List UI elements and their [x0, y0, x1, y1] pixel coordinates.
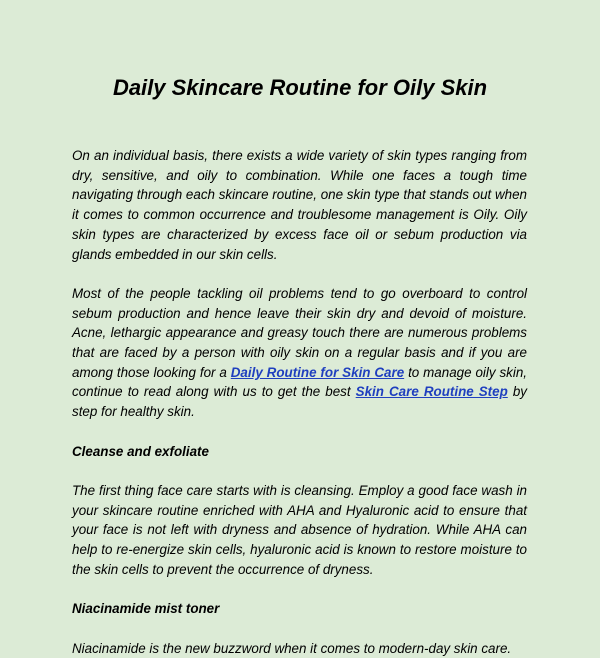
section-text-toner: Niacinamide is the new buzzword when it comes to modern-day skin care. — [72, 639, 527, 658]
paragraph-text: to manage oily skin, continue to read along with us to get the best — [72, 365, 527, 400]
document-body — [72, 146, 527, 658]
paragraph-text: by step for healthy skin. — [72, 384, 527, 419]
document-title: Daily Skincare Routine for Oily Skin — [0, 74, 600, 102]
section-heading-toner: Niacinamide mist toner — [72, 599, 527, 619]
intro-paragraph: On an individual basis, there exists a wide variety of skin types ranging from dry, sensitive, and oily to combination. While one faces a tough time navigating through each skincare routine, one skin type that stands out when it comes to common occurrence and troublesome management is Oily. Oily skin types are characterized by excess face oil or sebum production via glands embedded in our skin cells. — [72, 146, 527, 264]
paragraph-text: Most of the people tackling oil problems tend to go overboard to control sebum production and hence leave their skin dry and devoid of moisture. Acne, lethargic appearance and greasy touch there are numerous problems that are faced by a person with oily skin on a regular basis and if you are among those looking for a — [72, 286, 527, 380]
problem-paragraph — [72, 284, 527, 422]
section-text-cleanse: The first thing face care starts with is cleansing. Employ a good face wash in your skincare routine enriched with AHA and Hyaluronic acid to ensure that your face is not left with dryness and absence of hydration. While AHA can help to re-energize skin cells, hyaluronic acid is known to restore moisture to the skin cells to prevent the occurrence of dryness. — [72, 481, 527, 580]
section-heading-cleanse: Cleanse and exfoliate — [72, 442, 527, 462]
routine-step-link[interactable]: Skin Care Routine Step — [356, 384, 508, 399]
daily-routine-link[interactable]: Daily Routine for Skin Care — [231, 365, 404, 380]
